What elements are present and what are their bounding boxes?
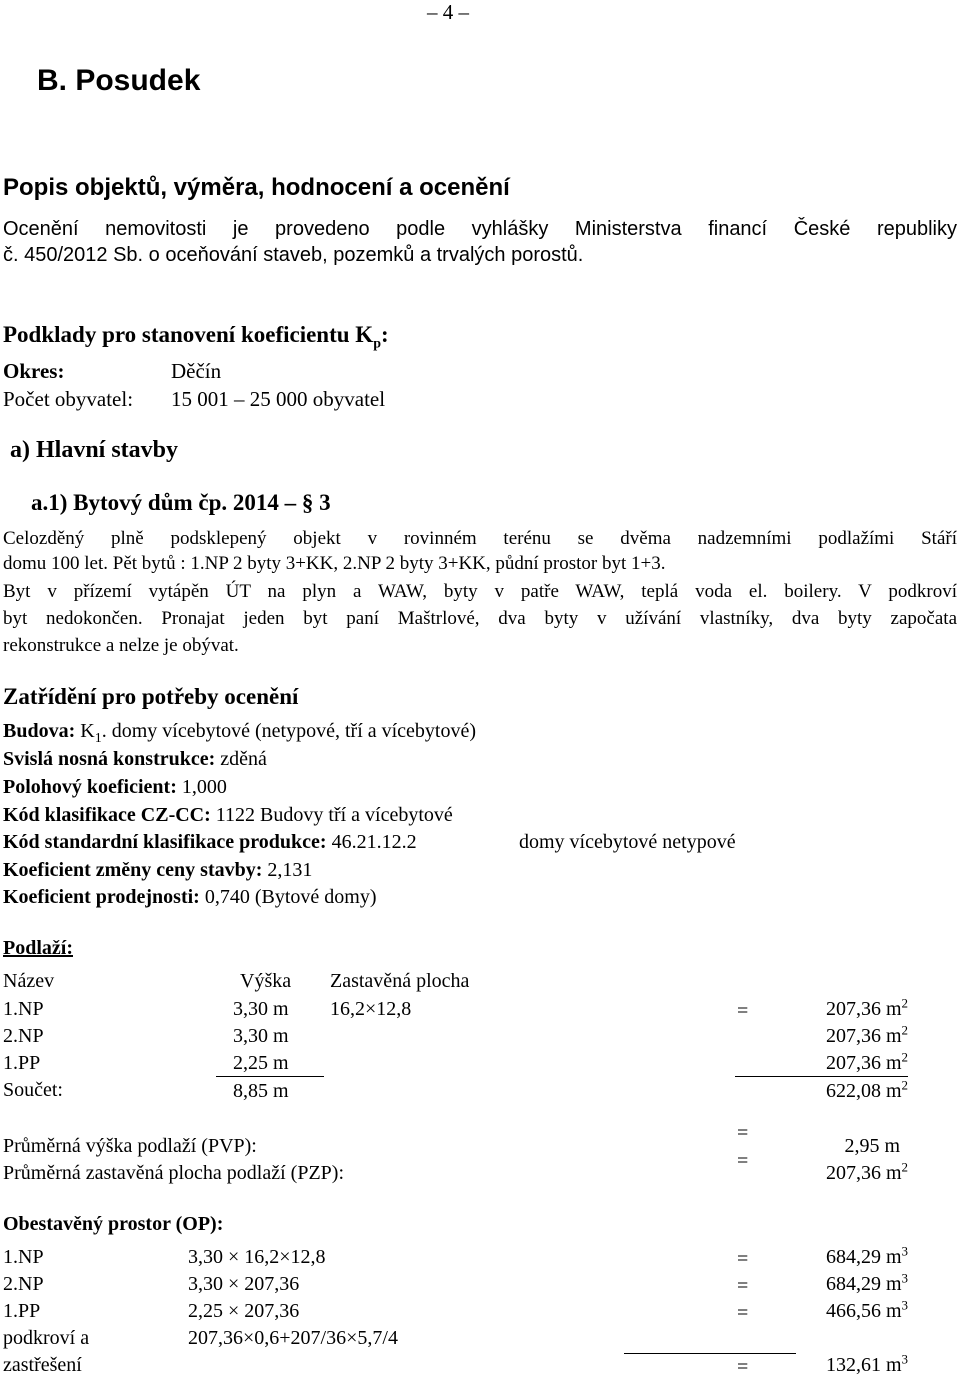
intro-line-1: Ocenění nemovitosti je provedeno podle vyhlášky Ministerstva financí České republiky: [3, 218, 957, 240]
pvp-label: Průměrná výška podlaží (PVP):: [3, 1135, 257, 1157]
prodejnost-label: Koeficient prodejnosti:: [3, 886, 200, 908]
polohovy-value: 1,000: [176, 776, 227, 798]
floor-row-3-area-value: 207,36 m: [825, 1052, 902, 1074]
zmena-label: Koeficient změny ceny stavby:: [3, 859, 263, 881]
op-row-3-value-exp: 3: [901, 1297, 908, 1313]
floor-row-2-height: 3,30 m: [233, 1025, 289, 1047]
op-row-1-eq: =: [737, 1248, 749, 1270]
budova-sub: 1: [94, 731, 102, 746]
op-row-2-eq: =: [737, 1275, 749, 1297]
svisla-line: [3, 748, 267, 771]
zmena-value: 2,131: [262, 859, 313, 881]
pzp-value-text: 207,36 m: [825, 1162, 902, 1184]
floors-sum-label: Součet:: [3, 1079, 63, 1101]
floors-sum-height: 8,85 m: [233, 1080, 289, 1102]
kod-std-line: [3, 831, 417, 854]
pocet-value: 15 001 – 25 000 obyvatel: [171, 387, 386, 411]
floors-header-name: Název: [3, 970, 55, 992]
op-row-5-eq: =: [737, 1356, 749, 1378]
op-row-1-calc: 3,30 × 16,2×12,8: [188, 1246, 326, 1268]
floors-sum-area-value: 622,08 m: [825, 1080, 902, 1102]
kod-std-value: 46.21.12.2: [326, 831, 417, 853]
classification-title: Zatřídění pro potřeby ocenění: [3, 684, 299, 709]
okres-value: Děčín: [171, 359, 222, 383]
svisla-label: Svislá nosná konstrukce:: [3, 748, 216, 770]
prodejnost-line: [3, 886, 376, 909]
op-row-4-calc: 207,36×0,6+207/36×5,7/4: [188, 1327, 398, 1349]
floor-row-1-area-exp: 2: [901, 995, 908, 1011]
kod-value: 1122 Budovy tří a vícebytové: [210, 804, 453, 826]
op-row-2-value: [760, 1270, 908, 1296]
floor-row-3-area-exp: 2: [901, 1049, 908, 1065]
zmena-line: [3, 859, 312, 882]
pzp-value: [760, 1159, 908, 1185]
prodejnost-value: 0,740 (Bytové domy): [199, 886, 377, 908]
building-title: a.1) Bytový dům čp. 2014 – § 3: [31, 490, 331, 515]
op-row-3-calc: 2,25 × 207,36: [188, 1300, 300, 1322]
polohovy-line: [3, 776, 227, 799]
kod-label: Kód klasifikace CZ-CC:: [3, 804, 211, 826]
pvp-eq: =: [737, 1122, 749, 1144]
kp-title-sub: p: [373, 336, 381, 352]
floors-sum-line-height: [216, 1076, 324, 1077]
svisla-value: zděná: [215, 748, 267, 770]
op-row-3-value: [760, 1297, 908, 1323]
section-title: B. Posudek: [37, 64, 201, 97]
page-number: – 4 –: [427, 0, 469, 24]
op-row-1-value: [760, 1243, 908, 1269]
floor-row-2-name: 2.NP: [3, 1025, 44, 1047]
floors-sum-area-exp: 2: [901, 1077, 908, 1093]
pzp-value-exp: 2: [901, 1159, 908, 1175]
op-row-1-value-text: 684,29 m: [825, 1246, 902, 1268]
op-row-2-value-text: 684,29 m: [825, 1273, 902, 1295]
op-row-5-name: zastřešení: [3, 1354, 82, 1376]
kp-title-colon: :: [380, 322, 389, 347]
main-buildings-heading: a) Hlavní stavby: [10, 437, 179, 463]
floors-sum-line-area: [735, 1076, 908, 1077]
op-row-5-value-text: 132,61 m: [825, 1354, 902, 1376]
pvp-value: 2,95 m: [844, 1135, 900, 1157]
page-heading: Popis objektů, výměra, hodnocení a ocenění: [3, 174, 510, 201]
kod-std-desc: domy vícebytové netypové: [519, 831, 736, 853]
floor-row-2-area-value: 207,36 m: [825, 1025, 902, 1047]
building-desc-line-3: Byt v přízemí vytápěn ÚT na plyn a WAW, byty v patře WAW, teplá voda el. boilery. V podkroví: [3, 581, 957, 602]
floor-row-3-area: [760, 1049, 908, 1075]
op-row-3-value-text: 466,56 m: [825, 1300, 902, 1322]
building-desc-line-1: Celozděný plně podsklepený objekt v rovinném terénu se dvěma nadzemními podlažími Stáří: [3, 528, 957, 549]
floor-row-3-name: 1.PP: [3, 1052, 41, 1074]
floors-header-area: Zastavěná plocha: [330, 970, 470, 992]
pzp-eq: =: [737, 1150, 749, 1172]
op-title: Obestavěný prostor (OP):: [3, 1213, 224, 1235]
budova-value: . domy vícebytové (netypové, tří a vícebytové): [101, 720, 477, 742]
floors-sum-area: [760, 1077, 908, 1103]
op-row-5-value-exp: 3: [901, 1351, 908, 1367]
op-row-2-calc: 3,30 × 207,36: [188, 1273, 300, 1295]
floor-row-1-dims: 16,2×12,8: [330, 998, 412, 1020]
floor-row-2-area: [760, 1022, 908, 1048]
op-row-5-value: [760, 1351, 908, 1377]
okres-label: Okres:: [3, 359, 65, 383]
kp-title-text: Podklady pro stanovení koeficientu K: [3, 322, 374, 347]
floor-row-1-area-value: 207,36 m: [825, 998, 902, 1020]
building-desc-line-5: rekonstrukce a nelze je obývat.: [3, 635, 239, 656]
building-desc-line-4: byt nedokončen. Pronajat jeden byt paní Maštrlové, dva byty v užívání vlastníky, dva byty započata: [3, 608, 957, 629]
floor-row-1-name: 1.NP: [3, 998, 44, 1020]
intro-line-2: č. 450/2012 Sb. o oceňování staveb, pozemků a trvalých porostů.: [3, 244, 584, 266]
op-row-1-value-exp: 3: [901, 1243, 908, 1259]
floors-title: Podlaží:: [3, 937, 73, 959]
op-row-1-name: 1.NP: [3, 1246, 44, 1268]
floors-header-height: Výška: [240, 970, 292, 992]
floor-row-2-area-exp: 2: [901, 1022, 908, 1038]
budova-line: [3, 720, 477, 746]
op-row-3-name: 1.PP: [3, 1300, 41, 1322]
floor-row-3-height: 2,25 m: [233, 1052, 289, 1074]
building-desc-line-2: domu 100 let. Pět bytů : 1.NP 2 byty 3+KK, 2.NP 2 byty 3+KK, půdní prostor byt 1+3.: [3, 553, 666, 574]
kod-line: [3, 804, 453, 827]
floor-row-1-area: [760, 995, 908, 1021]
op-row-4-name: podkroví a: [3, 1327, 90, 1349]
op-row-3-eq: =: [737, 1302, 749, 1324]
floor-row-1-eq: =: [737, 1000, 749, 1022]
pocet-label: Počet obyvatel:: [3, 387, 134, 411]
polohovy-label: Polohový koeficient:: [3, 776, 177, 798]
kod-std-label: Kód standardní klasifikace produkce:: [3, 831, 327, 853]
op-row-2-value-exp: 3: [901, 1270, 908, 1286]
floor-row-1-height: 3,30 m: [233, 998, 289, 1020]
budova-k: K: [80, 720, 95, 742]
op-row-2-name: 2.NP: [3, 1273, 44, 1295]
pzp-label: Průměrná zastavěná plocha podlaží (PZP):: [3, 1162, 344, 1184]
budova-label: Budova:: [3, 720, 76, 742]
kp-title: [3, 322, 389, 352]
